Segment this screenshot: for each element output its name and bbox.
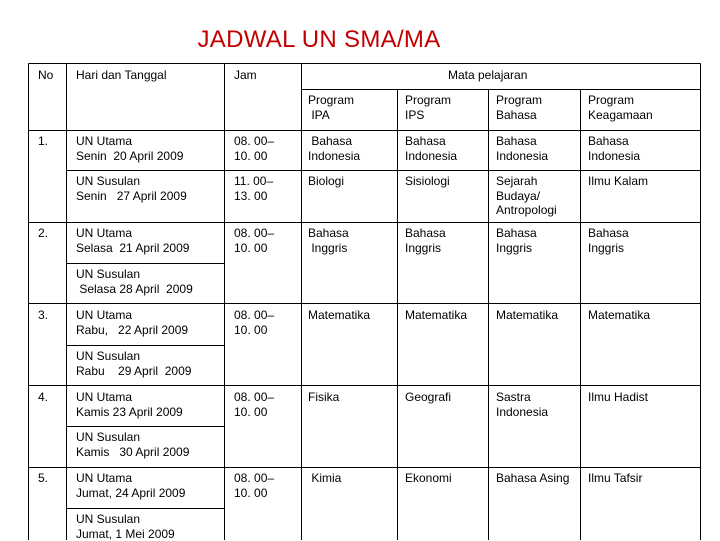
row-subject: Bahasa Indonesia bbox=[496, 134, 549, 163]
row-subject: Bahasa Inggris bbox=[405, 226, 446, 255]
row-subject: Bahasa Inggris bbox=[308, 226, 349, 255]
row-hari-tanggal: UN Utama Jumat, 24 April 2009 bbox=[76, 471, 186, 500]
row-subject: Matematika bbox=[588, 308, 651, 322]
row-jam: 08. 00– 10. 00 bbox=[234, 134, 275, 163]
row-hari-tanggal: UN Susulan Selasa 28 April 2009 bbox=[76, 267, 193, 296]
row-hari-tanggal: UN Susulan Jumat, 1 Mei 2009 bbox=[76, 512, 175, 541]
header-hari-tanggal: Hari dan Tanggal bbox=[76, 68, 167, 82]
row-subject: Bahasa Inggris bbox=[588, 226, 629, 255]
row-number: 4. bbox=[38, 390, 49, 404]
header-program-keagamaan: Program Keagamaan bbox=[588, 93, 653, 122]
row-subject: Bahasa Asing bbox=[496, 471, 570, 485]
row-jam: 08. 00– 10. 00 bbox=[234, 226, 275, 255]
row-hari-tanggal: UN Susulan Kamis 30 April 2009 bbox=[76, 430, 190, 459]
row-hari-tanggal: UN Susulan Senin 27 April 2009 bbox=[76, 174, 187, 203]
row-jam: 08. 00– 10. 00 bbox=[234, 471, 275, 500]
row-subject: Matematika bbox=[308, 308, 371, 322]
page-title: JADWAL UN SMA/MA bbox=[197, 26, 441, 53]
row-subject: Sisiologi bbox=[405, 174, 450, 188]
row-hari-tanggal: UN Utama Senin 20 April 2009 bbox=[76, 134, 184, 163]
header-program-ips: Program IPS bbox=[405, 93, 452, 122]
row-number: 1. bbox=[38, 134, 49, 148]
row-subject: Matematika bbox=[405, 308, 468, 322]
row-subject: Ilmu Hadist bbox=[588, 390, 649, 404]
row-subject: Bahasa Indonesia bbox=[308, 134, 361, 163]
row-number: 3. bbox=[38, 308, 49, 322]
row-subject: Kimia bbox=[308, 471, 342, 485]
header-no: No bbox=[38, 68, 54, 82]
row-subject: Fisika bbox=[308, 390, 340, 404]
row-subject: Sastra Indonesia bbox=[496, 390, 549, 419]
row-subject: Ilmu Kalam bbox=[588, 174, 649, 188]
row-jam: 11. 00– 13. 00 bbox=[234, 174, 274, 203]
row-subject: Ekonomi bbox=[405, 471, 452, 485]
header-program-ipa: Program IPA bbox=[308, 93, 355, 122]
header-mata-pelajaran: Mata pelajaran bbox=[448, 68, 528, 82]
header-program-bahasa: Program Bahasa bbox=[496, 93, 543, 122]
row-subject: Ilmu Tafsir bbox=[588, 471, 643, 485]
row-hari-tanggal: UN Susulan Rabu 29 April 2009 bbox=[76, 349, 192, 378]
row-jam: 08. 00– 10. 00 bbox=[234, 390, 275, 419]
row-subject: Bahasa Inggris bbox=[496, 226, 537, 255]
header-jam: Jam bbox=[234, 68, 257, 82]
row-hari-tanggal: UN Utama Kamis 23 April 2009 bbox=[76, 390, 183, 419]
row-hari-tanggal: UN Utama Rabu, 22 April 2009 bbox=[76, 308, 189, 337]
row-number: 2. bbox=[38, 226, 49, 240]
row-jam: 08. 00– 10. 00 bbox=[234, 308, 275, 337]
row-subject: Geografi bbox=[405, 390, 452, 404]
row-subject: Biologi bbox=[308, 174, 345, 188]
row-subject: Sejarah Budaya/ Antropologi bbox=[496, 174, 557, 217]
row-subject: Bahasa Indonesia bbox=[405, 134, 458, 163]
row-number: 5. bbox=[38, 471, 49, 485]
row-hari-tanggal: UN Utama Selasa 21 April 2009 bbox=[76, 226, 190, 255]
row-subject: Matematika bbox=[496, 308, 559, 322]
row-subject: Bahasa Indonesia bbox=[588, 134, 641, 163]
